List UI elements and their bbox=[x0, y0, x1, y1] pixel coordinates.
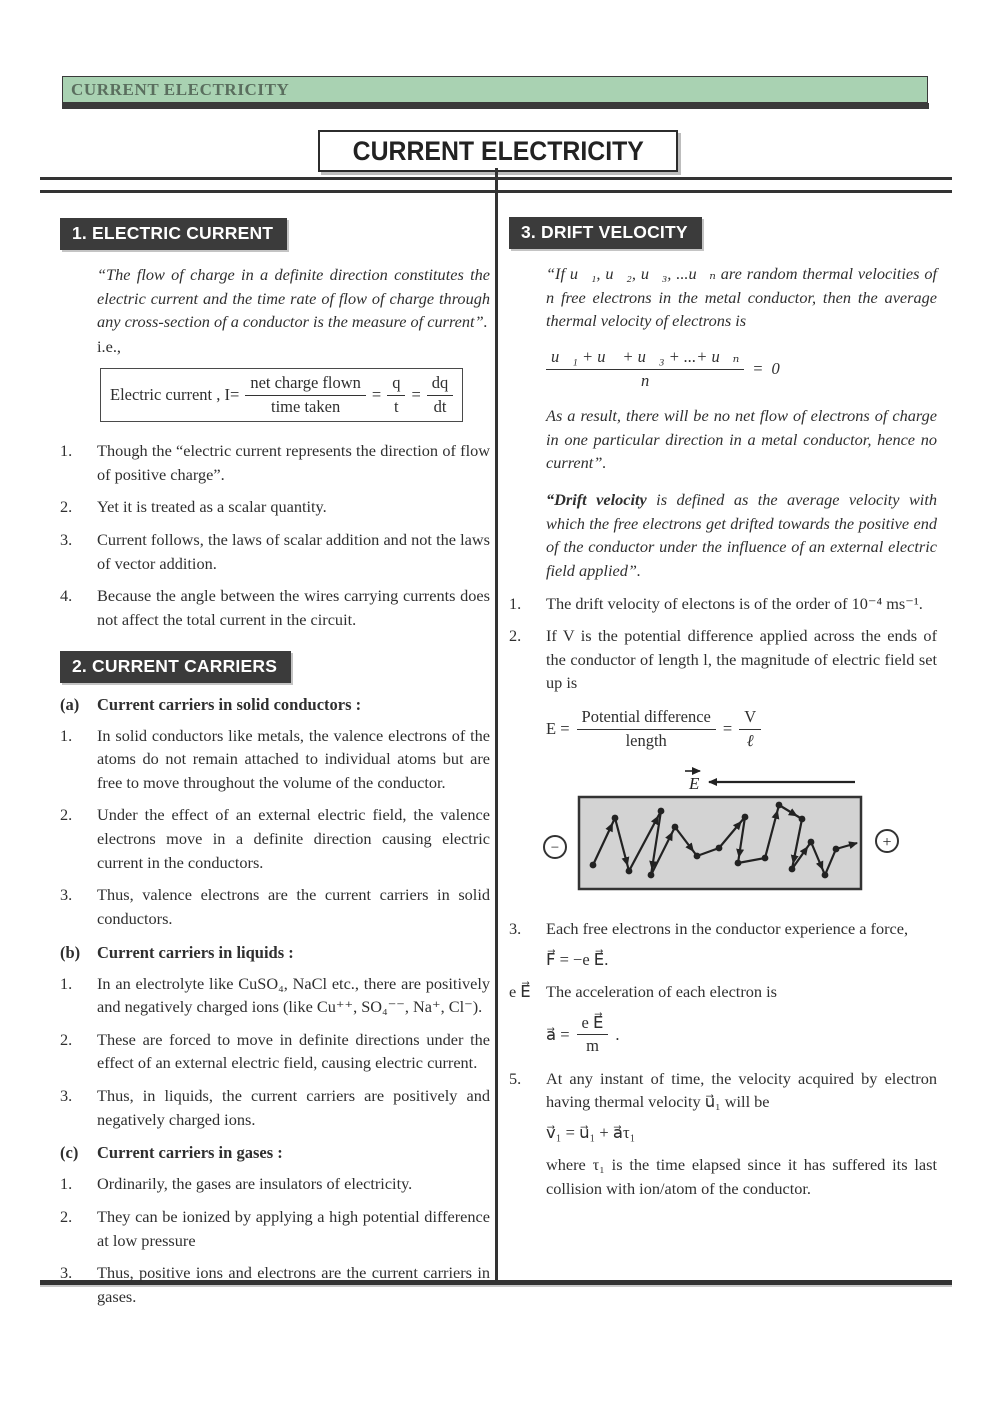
list-item: 2. If V is the potential difference applied across the ends of the conductor of length l, the magnitude of electric field set up is bbox=[509, 626, 937, 693]
list-item: e E⃗ The acceleration of each electron is bbox=[509, 981, 777, 1001]
formula-lead: Electric current , I= bbox=[110, 385, 240, 404]
acceleration-formula: a⃗ = $\frac{\text{e E⃗}}{m}$ . bbox=[546, 1012, 620, 1056]
chapter-banner-label: CURRENT ELECTRICITY bbox=[71, 79, 290, 99]
no-net-flow-quote: As a result, there will be no net flow of electrons of charge in one particular direction in a metal conductor, hence no current”. bbox=[546, 406, 937, 473]
conductor-diagram-svg bbox=[537, 763, 909, 903]
electron-drift-diagram bbox=[537, 763, 937, 908]
fraction-charge-time: $\frac{\text{net charge flown}}{\text{time taken}}$ bbox=[245, 373, 366, 417]
equals-sign: = bbox=[411, 385, 421, 404]
section-heading-current-carriers: 2. CURRENT CARRIERS bbox=[60, 651, 291, 683]
electric-current-definition-quote: “The flow of charge in a definite direction constitutes the electric current and the time rate of flow of charge through any cross-section of a conductor is the measure of current”. bbox=[97, 265, 490, 332]
velocity-formula: v⃗₁ = u⃗₁ + a⃗τ₁ bbox=[546, 1123, 636, 1142]
subheading-solid-conductors: (a) Current carriers in solid conductors : bbox=[60, 694, 362, 714]
list-item: 2. Under the effect of an external electric field, the valence electrons move in a definite direction causing electric current in the conductors. bbox=[60, 805, 490, 872]
zero-vector: 0⃗ bbox=[771, 359, 793, 378]
fraction-v-l: $\frac{V}{\text{ℓ}}$ bbox=[739, 707, 761, 751]
fraction-q-t: $\frac{q}{t}$ bbox=[387, 373, 405, 417]
list-item: 1. In solid conductors like metals, the valence electrons of the atoms do not remain attached to individual atoms but are free to move throughout the volume of the conductor. bbox=[60, 725, 490, 792]
minus-sign: − bbox=[550, 840, 560, 857]
fraction-velocity-sum: $\frac{\text{u⃗₁ + u⃗ + u⃗₃ + ...+ u⃗ₙ}}{n}$ bbox=[546, 347, 744, 391]
drift-velocity-term: “Drift velocity bbox=[546, 490, 647, 509]
list-item: 3. Current follows, the laws of scalar addition and not the laws of vector addition. bbox=[60, 530, 490, 573]
list-item: 2. These are forced to move in definite directions under the effect of an external electric field, causing electric current. bbox=[60, 1029, 490, 1073]
list-item: 3. Thus, positive ions and electrons are the current carriers in gases. bbox=[60, 1263, 490, 1306]
list-item: 1. The drift velocity of electons is of the order of 10⁻⁴ ms⁻¹. bbox=[509, 593, 923, 613]
chapter-banner bbox=[62, 76, 928, 103]
ie-label: i.e., bbox=[97, 336, 121, 356]
thermal-velocity-quote: “If u⃗₁, u⃗₂, u⃗₃, ...u⃗ₙ are random thermal velocities of n free electrons in the metal conductor, then the average thermal velocity of electrons is bbox=[546, 264, 937, 331]
list-item: 1. Ordinarily, the gases are insulators of electricity. bbox=[60, 1174, 413, 1194]
fraction-pd-length: $\frac{\text{Potential difference}}{\text{length}}$ bbox=[577, 707, 716, 751]
banner-underline-bar bbox=[62, 103, 929, 109]
list-item: 3. Thus, valence electrons are the current carriers in solid conductors. bbox=[60, 885, 490, 928]
formula-lhs: E = bbox=[546, 719, 570, 739]
chapter-title-box bbox=[318, 130, 678, 172]
electric-field-formula bbox=[546, 707, 937, 751]
electric-current-formula-box bbox=[100, 368, 463, 422]
section-heading-drift-velocity: 3. DRIFT VELOCITY bbox=[509, 217, 702, 249]
subheading-gases: (c) Current carriers in gases : bbox=[60, 1143, 283, 1163]
list-item: 1. In an electrolyte like CuSO₄, NaCl etc., there are positively and negatively charged ions (like Cu⁺⁺, SO₄⁻⁻, Na⁺, Cl⁻). bbox=[60, 973, 490, 1017]
tau-note: where τ₁ is the time elapsed since it has suffered its last collision with ion/atom of the conductor. bbox=[546, 1155, 937, 1198]
fraction-dq-dt: $\frac{dq}{dt}$ bbox=[427, 373, 454, 417]
drift-velocity-definition-quote: “Drift velocity is defined as the average velocity with which the free electrons get drifted towards the positive end of the conductor under the influence of an external electric field applied”. bbox=[546, 490, 937, 580]
list-item: 3. Thus, in liquids, the current carriers are positively and negatively charged ions. bbox=[60, 1086, 490, 1129]
e-field-label: E bbox=[689, 774, 700, 794]
average-velocity-formula bbox=[546, 347, 937, 391]
list-item: 5. At any instant of time, the velocity acquired by electron having thermal velocity u⃗₁ will be bbox=[509, 1068, 937, 1112]
list-item: 1. Though the “electric current represents the direction of flow of positive charge”. bbox=[60, 441, 490, 484]
list-item: 2. Yet it is treated as a scalar quantity. bbox=[60, 497, 327, 517]
left-column bbox=[60, 218, 490, 1317]
equals-sign: = bbox=[752, 359, 764, 378]
chapter-title: CURRENT ELECTRICITY bbox=[352, 135, 644, 166]
fraction-eE-m: $\frac{\text{e E⃗}}{m}$ bbox=[577, 1013, 609, 1057]
equals-sign: = bbox=[722, 719, 733, 739]
right-column bbox=[509, 217, 937, 1200]
list-item: 3. Each free electrons in the conductor experience a force, bbox=[509, 919, 909, 939]
list-item: 4. Because the angle between the wires carrying currents does not affect the total current in the circuit. bbox=[60, 586, 490, 629]
force-formula: F⃗ = −e E⃗. bbox=[546, 949, 609, 969]
equals-sign: = bbox=[371, 385, 382, 404]
column-divider bbox=[495, 168, 498, 1283]
section-heading-electric-current: 1. ELECTRIC CURRENT bbox=[60, 218, 287, 250]
plus-sign: + bbox=[882, 834, 892, 852]
subheading-liquids: (b) Current carriers in liquids : bbox=[60, 942, 294, 962]
list-item: 2. They can be ionized by applying a high potential difference at low pressure bbox=[60, 1206, 490, 1250]
